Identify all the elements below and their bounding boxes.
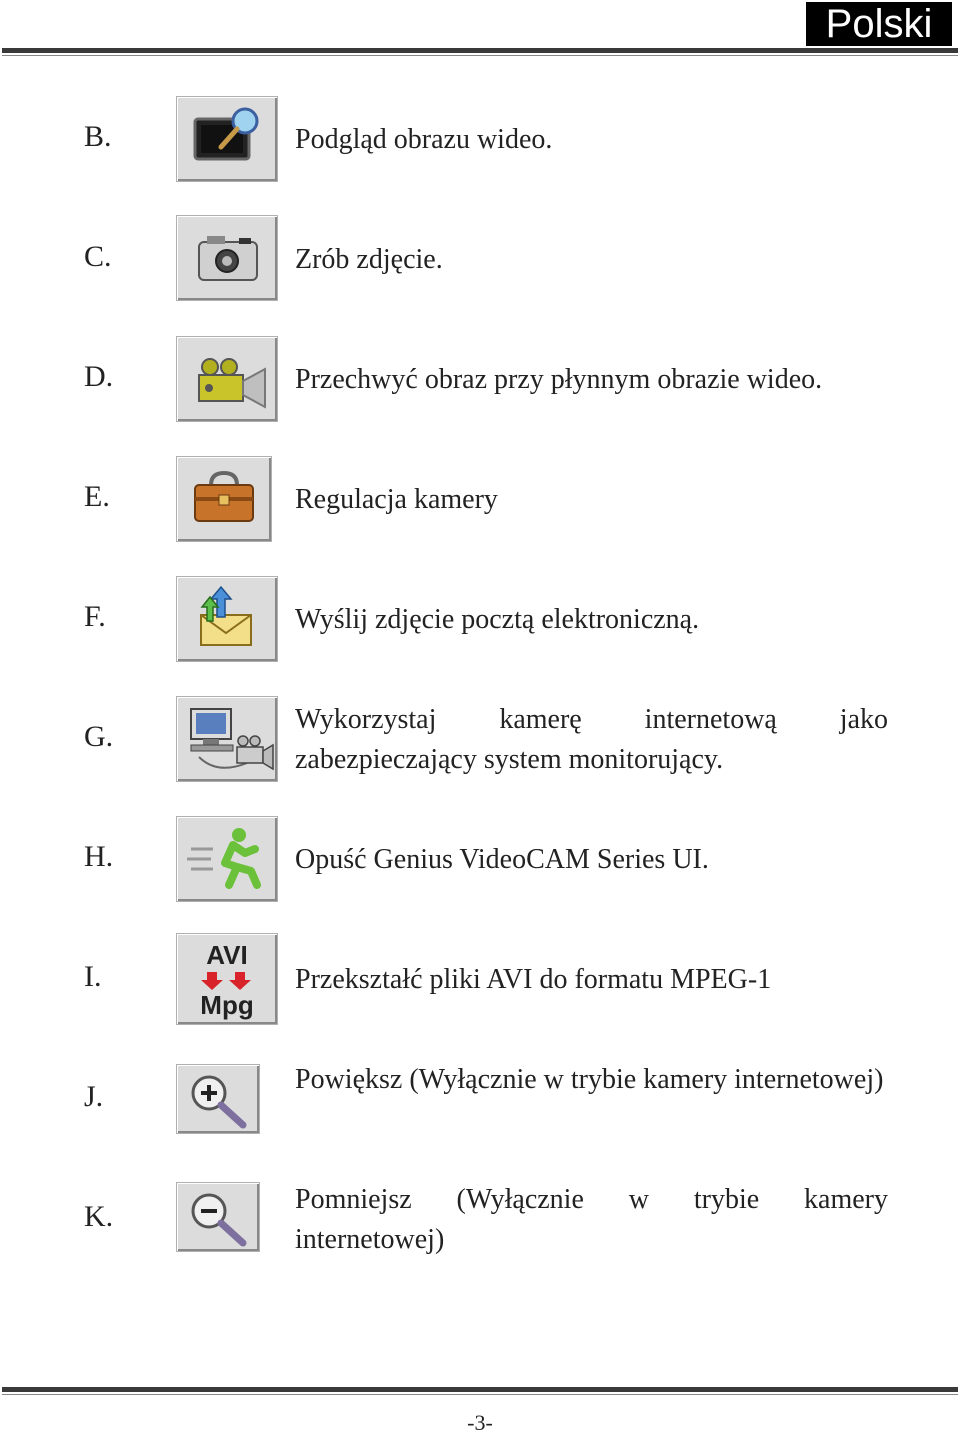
icon-mpg-label: Mpg [200, 990, 254, 1020]
language-badge: Polski [806, 2, 952, 46]
item-letter: F. [84, 600, 106, 633]
item-description: Wyślij zdjęcie pocztą elektroniczną. [295, 604, 700, 635]
zoom-in-icon[interactable] [176, 1064, 260, 1134]
top-rule-thin [2, 55, 958, 56]
zoom-out-icon[interactable] [176, 1182, 260, 1252]
email-upload-icon[interactable] [176, 576, 278, 662]
bottom-rule [2, 1387, 958, 1392]
video-preview-icon[interactable] [176, 96, 278, 182]
page-number: -3- [467, 1410, 493, 1435]
item-letter: E. [84, 480, 110, 513]
item-letter: D. [84, 360, 114, 393]
item-letter: K. [84, 1200, 114, 1233]
item-letter: C. [84, 240, 112, 273]
item-letter: G. [84, 720, 114, 753]
toolbox-icon[interactable] [176, 456, 272, 542]
item-description: Przechwyć obraz przy płynnym obrazie wideo. [295, 364, 823, 395]
item-letter: I. [84, 960, 102, 993]
exit-running-man-icon[interactable] [176, 816, 278, 902]
top-rule [2, 48, 958, 53]
item-description: Podgląd obrazu wideo. [295, 124, 553, 155]
avi-to-mpg-icon[interactable] [176, 933, 278, 1025]
item-description: Opuść Genius VideoCAM Series UI. [295, 844, 709, 875]
camera-icon[interactable] [176, 215, 278, 301]
item-letter: B. [84, 120, 112, 153]
item-description: Powiększ (Wyłącznie w trybie kamery internetowej) [295, 1064, 884, 1095]
video-camera-icon[interactable] [176, 336, 278, 422]
item-description: Pomniejsz (Wyłącznie w trybie kamery internetowej) [295, 1184, 888, 1255]
bottom-rule-thin [2, 1394, 958, 1395]
monitoring-icon[interactable] [176, 696, 278, 782]
item-description: Wykorzystaj kamerę internetową jako zabezpieczający system monitorujący. [295, 704, 888, 775]
item-letter: H. [84, 840, 114, 873]
item-description: Regulacja kamery [295, 484, 498, 515]
item-description: Zrób zdjęcie. [295, 244, 443, 275]
icon-avi-label: AVI [206, 940, 248, 970]
item-description: Przekształć pliki AVI do formatu MPEG-1 [295, 964, 772, 995]
item-letter: J. [84, 1080, 104, 1113]
